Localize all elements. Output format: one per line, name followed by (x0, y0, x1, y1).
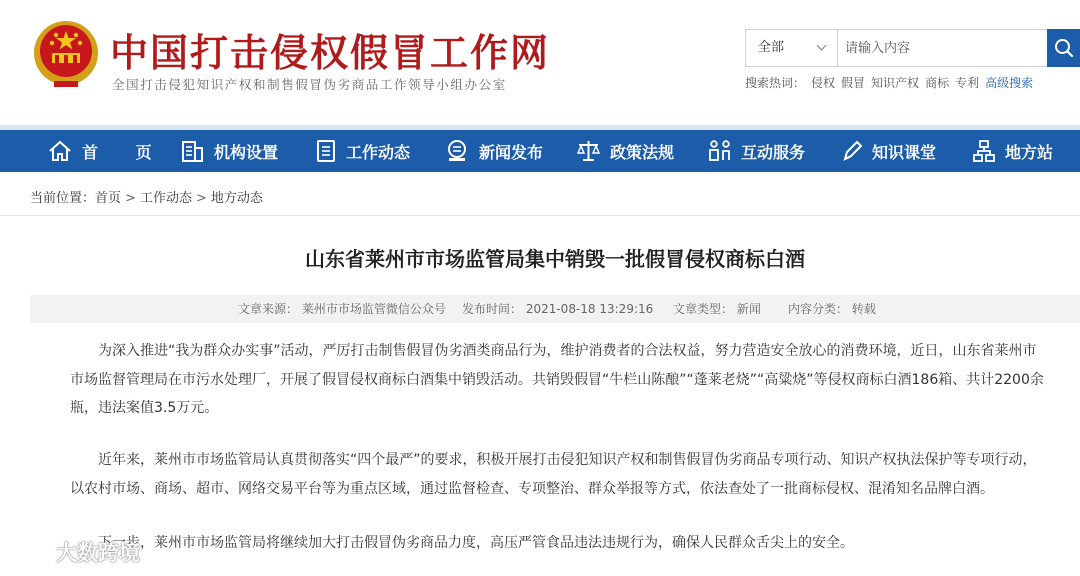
search-input[interactable] (839, 30, 1046, 66)
article-paragraph: 下一步，莱州市市场监管局将继续加大打击假冒伪劣商品力度，高压严管食品违法违规行为，确保人民群众舌尖上的安全。 (98, 535, 854, 551)
breadcrumb-item-local-news[interactable]: 地方动态 (210, 191, 263, 206)
breadcrumb-separator: > (125, 191, 136, 206)
search-scope-select[interactable] (746, 30, 838, 66)
article-paragraph: 为深入推进“我为群众办实事”活动，严厉打击制售假冒伪劣酒类商品行为，维护消费者的合法权益，努力营造安全放心的消费环境，近日，山东省莱州市市场监督管理局在市污水处理厂，开展了假冒侵权商标白酒集中销毁活动。共销毁假冒“牛栏山陈酿”“蓬莱老烧”“高粱烧”等侵权商标白酒186箱、共计2200余瓶，违法案值3.5万元。 (70, 343, 1044, 416)
nav-label: 机构设置 (214, 142, 279, 162)
hot-word-link[interactable]: 侵权 (811, 76, 836, 90)
site-title[interactable]: 中国打击侵权假冒工作网 (110, 31, 551, 75)
nav-item-knowledge[interactable] (841, 130, 936, 172)
news-release-icon (444, 138, 470, 164)
article-title: 山东省莱州市市场监管局集中销毁一批假冒侵权商标白酒 (305, 247, 805, 271)
meta-source: 文章来源： 莱州市市场监管微信公众号 (238, 302, 446, 316)
meta-category: 内容分类： 转载 (788, 302, 876, 316)
meta-type: 文章类型： 新闻 (673, 302, 761, 316)
watermark-logo-icon (8, 539, 52, 565)
hot-search-words (745, 74, 1039, 91)
nav-label: 首 页 (82, 142, 168, 162)
hot-word-link[interactable]: 专利 (955, 76, 980, 90)
watermark (8, 537, 140, 567)
nav-label: 地方站 (1005, 142, 1054, 162)
article-meta-bar (30, 295, 1080, 323)
breadcrumb-item-work-news[interactable]: 工作动态 (139, 191, 192, 206)
nav-item-policy[interactable] (576, 130, 674, 172)
interaction-icon (708, 139, 732, 163)
hot-word-link[interactable]: 知识产权 (871, 76, 920, 90)
hot-search-label: 搜索热词： (745, 76, 806, 90)
search-scope-value: 全部 (758, 40, 785, 55)
scales-icon (576, 139, 601, 163)
article-paragraph: 近年来，莱州市市场监管局认真贯彻落实“四个最严”的要求，积极开展打击侵犯知识产权和制售假冒伪劣商品专项行动、知识产权执法保护等专项行动，以农村市场、商场、超市、网络交易平台等为重点区域，通过监督检查、专项整治、群众举报等方式，依法查处了一批商标侵权、混淆知名品牌白酒。 (70, 452, 1037, 497)
hot-word-link[interactable]: 商标 (925, 76, 950, 90)
breadcrumb-prefix: 当前位置： (30, 191, 96, 206)
nav-label: 政策法规 (610, 142, 675, 162)
nav-label: 工作动态 (346, 142, 411, 162)
search-button[interactable] (1047, 29, 1080, 67)
nav-item-home[interactable] (47, 130, 168, 172)
nav-item-organization[interactable] (180, 130, 278, 172)
search-bar (745, 29, 1080, 67)
hot-word-link[interactable]: 假冒 (841, 76, 866, 90)
nav-item-local-sites[interactable] (972, 130, 1053, 172)
nav-item-press-release[interactable] (444, 130, 543, 172)
meta-published: 发布时间： 2021-08-18 13:29:16 (462, 302, 654, 316)
nav-item-work-news[interactable] (315, 130, 410, 172)
breadcrumb (30, 187, 263, 206)
advanced-search-link[interactable]: 高级搜索 (985, 76, 1034, 90)
document-list-icon (315, 139, 337, 163)
nav-label: 新闻发布 (479, 142, 544, 162)
breadcrumb-separator: > (195, 191, 207, 206)
divider (0, 215, 1080, 216)
building-icon (180, 139, 205, 163)
pen-icon (841, 139, 863, 163)
sitemap-icon (972, 139, 996, 163)
national-emblem-icon[interactable] (30, 17, 102, 95)
site-header (0, 0, 1080, 125)
home-icon (47, 138, 73, 164)
breadcrumb-item-home[interactable]: 首页 (95, 191, 122, 206)
nav-label: 互动服务 (741, 142, 806, 162)
site-subtitle: 全国打击侵犯知识产权和制售假冒伪劣商品工作领导小组办公室 (112, 77, 507, 92)
watermark-text: 大数跨境 (56, 541, 140, 565)
nav-item-interactive[interactable] (708, 130, 805, 172)
search-icon (1047, 29, 1080, 67)
nav-label: 知识课堂 (872, 142, 937, 162)
main-nav (0, 130, 1080, 172)
